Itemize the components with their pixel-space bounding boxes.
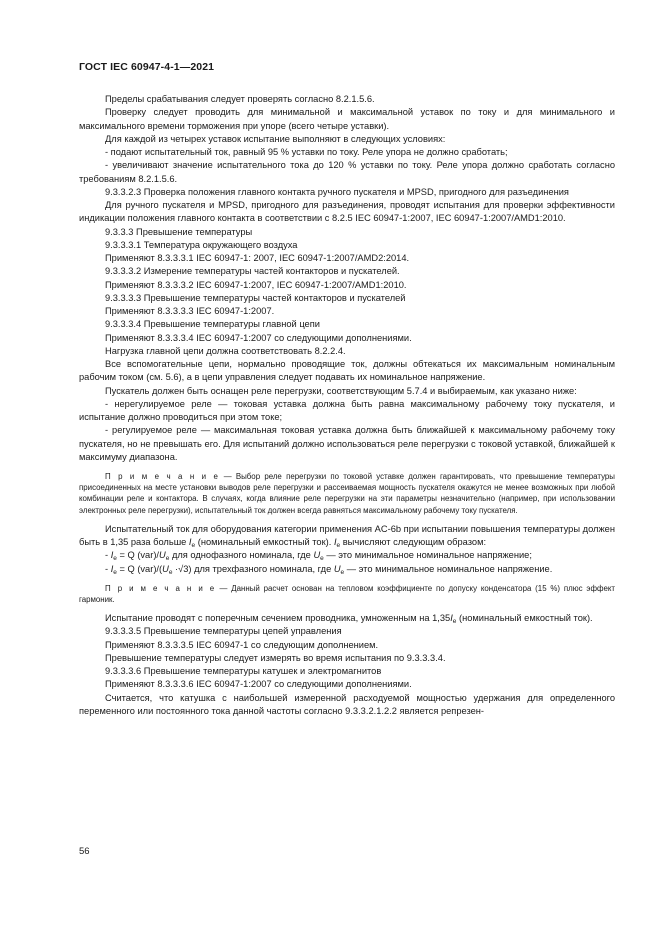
note — [79, 583, 615, 605]
paragraph: Для ручного пускателя и MPSD, пригодного для разъединения, проводят испытания для проверки эффективности индикации положения главного контакта в соответствии с 8.2.5 IEC 60947-1:2007, IEC 60947-1:2007/AMD1:2010. — [79, 200, 615, 224]
paragraph: Нагрузка главной цепи должна соответствовать 8.2.2.4. — [105, 345, 346, 356]
note-label: П р и м е ч а н и е — [105, 583, 216, 593]
paragraph: Применяют 8.3.3.3.4 IEC 60947-1:2007 со следующими дополнениями. — [105, 332, 412, 343]
section-heading: 9.3.3.3.1 Температура окружающего воздуха — [105, 239, 298, 250]
paragraph: Для каждой из четырех уставок испытание выполняют в следующих условиях: — [105, 133, 446, 144]
list-item: - нерегулируемое реле — токовая уставка должна быть равна максимальному рабочему току пускателя, и испытание должно проводиться при этом токе; — [79, 398, 615, 422]
section-heading: 9.3.3.2.3 Проверка положения главного контакта ручного пускателя и MPSD, пригодного для разъединения — [105, 186, 569, 197]
page-number: 56 — [79, 846, 90, 857]
section-heading: 9.3.3.3.4 Превышение температуры главной цепи — [105, 319, 320, 330]
paragraph: Проверку следует проводить для минимальной и максимальной уставок по току и для минимального и максимального времени торможения при упоре (всего четыре уставки). — [79, 107, 615, 131]
section-heading: 9.3.3.3 Превышение температуры — [105, 226, 253, 237]
formula-intro: Испытательный ток для оборудования категории применения AC-6b при испытании повышения температуры должен быть в 1,35 раза больше $I_e$ (номинальный емкостный ток). $I_e$ вычисляют следующим образом: — [79, 523, 615, 550]
paragraph: Применяют 8.3.3.3.5 IEC 60947-1 со следующим дополнением. — [105, 639, 379, 650]
paragraph: Превышение температуры следует измерять во время испытания по 9.3.3.3.4. — [105, 652, 446, 663]
paragraph: Применяют 8.3.3.3.6 IEC 60947-1:2007 со следующими дополнениями. — [105, 679, 412, 690]
list-item: - увеличивают значение испытательного тока до 120 % уставки по току. Реле упора должно сработать согласно требованиям 8.2.1.5.6. — [79, 160, 615, 184]
paragraph: Применяют 8.3.3.3.3 IEC 60947-1:2007. — [105, 306, 275, 316]
paragraph: Пускатель должен быть оснащен реле перегрузки, соответствующим 5.7.4 и выбираемым, как указано ниже: — [105, 385, 577, 396]
note-text: — Выбор реле перегрузки по токовой уставке должен гарантировать, что превышение температуры присоединенных на месте установки выводов реле перегрузки и рассеиваемая мощность пускателя окажутся не менее возможных при любой комбинации реле и контактора. В случаях, когда влияние реле перегрузки на эти параметры незначительно (например, при использовании электронных реле перегрузки), испытательный ток должен всегда равняться максимальному рабочему току пускателя. — [79, 472, 615, 515]
section-heading: 9.3.3.3.3 Превышение температуры частей контакторов и пускателей — [105, 292, 406, 303]
paragraph: Испытание проводят с поперечным сечением проводника, умноженным на $1,35I_e$ (номинальный емкостный ток). — [105, 613, 593, 626]
note-text: — Данный расчет основан на тепловом коэффициенте по допуску конденсатора (15 %) плюс эффект гармоник. — [79, 583, 615, 605]
list-item: - подают испытательный ток, равный 95 % уставки по току. Реле упора не должно сработать; — [105, 147, 508, 157]
list-item: - регулируемое реле — максимальная токовая уставка должна быть ближайшей к максимальному рабочему току пускателя, но не превышать его. Для испытаний должно использоваться реле перегрузки с токовой уставкой, ближайшей к максимуму диапазона. — [79, 425, 615, 462]
section-heading: 9.3.3.3.6 Превышение температуры катушек и электромагнитов — [105, 666, 382, 677]
section-heading: 9.3.3.3.2 Измерение температуры частей контакторов и пускателей. — [105, 266, 400, 277]
document-header: ГОСТ IEC 60947-4-1—2021 — [79, 61, 215, 73]
paragraph: Считается, что катушка с наибольшей измеренной расходуемой мощностью удержания для определенного переменного или постоянного тока данной частоты согласно 9.3.3.2.1.2.2 является репрезен- — [79, 692, 615, 716]
paragraph: Применяют 8.3.3.3.2 IEC 60947-1:2007, IEC 60947-1:2007/AMD1:2010. — [105, 279, 407, 290]
paragraph: Пределы срабатывания следует проверять согласно 8.2.1.5.6. — [105, 94, 375, 104]
note-label: П р и м е ч а н и е — [105, 472, 220, 481]
formula-three-phase: - $I_e = Q$ $(var)/(U_e \cdot√3)$ для трехфазного номинала, где $U_e$ — это минимальное номинальное напряжение. — [105, 563, 553, 576]
section-heading: 9.3.3.3.5 Превышение температуры цепей управления — [105, 626, 342, 637]
paragraph: Все вспомогательные цепи, нормально проводящие ток, должны обтекаться их максимальным номинальным рабочим током (см. 5.6), а в цепи управления следует подавать их номинальное напряжение. — [79, 359, 615, 383]
paragraph: Применяют 8.3.3.3.1 IEC 60947-1: 2007, IEC 60947-1:2007/AMD2:2014. — [105, 253, 410, 263]
note — [79, 471, 615, 516]
document-body — [79, 93, 615, 718]
formula-single-phase: - $I_e = Q$ $(var)/U_e$ для однофазного номинала, где $U_e$ — это минимальное номинальное напряжение; — [105, 550, 532, 563]
